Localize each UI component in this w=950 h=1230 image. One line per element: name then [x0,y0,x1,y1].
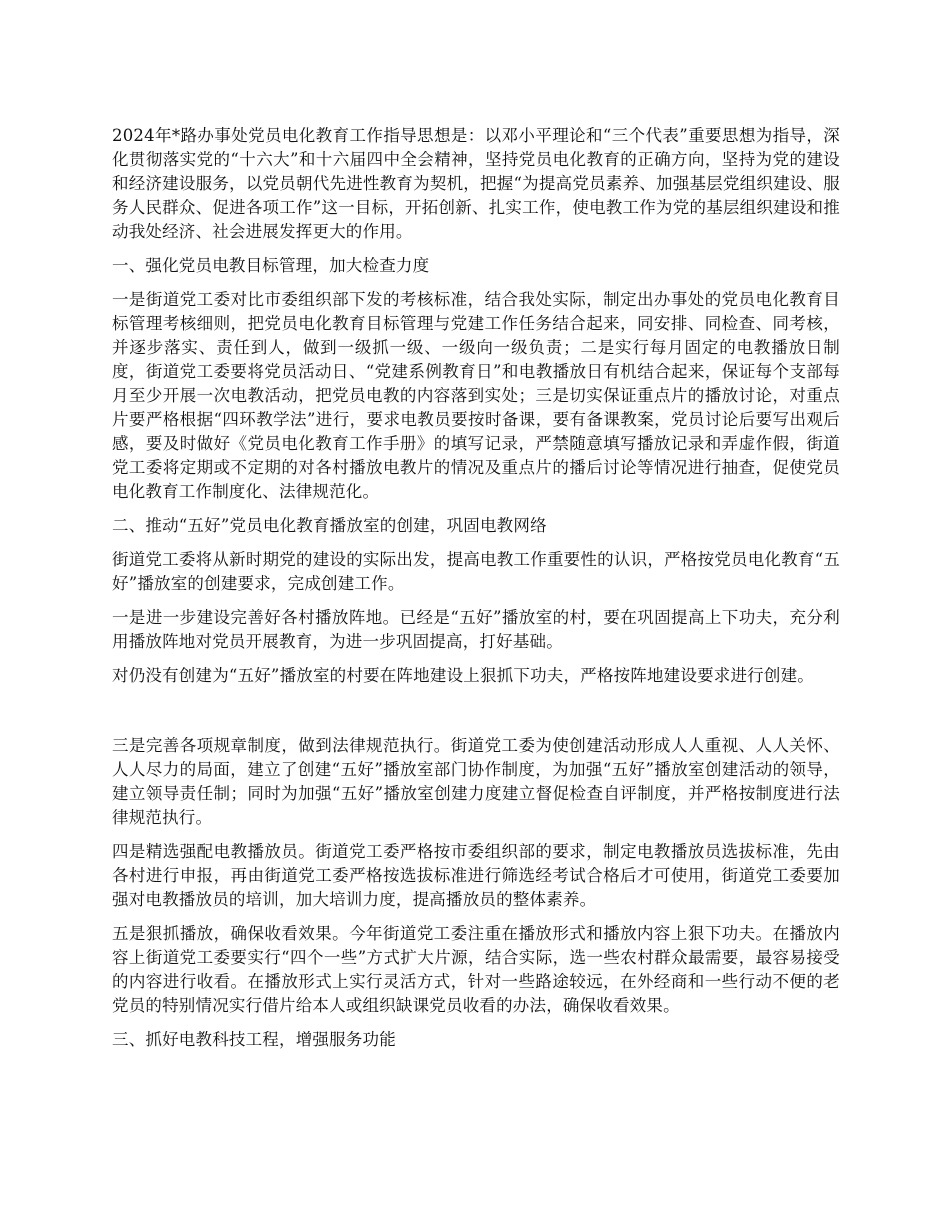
intro-paragraph: 2024年*路办事处党员电化教育工作指导思想是：以邓小平理论和“三个代表”重要思想为指导，深化贯彻落实党的“十六大”和十六届四中全会精神，坚持党员电化教育的正确方向，坚持为党的建设和经济建设服务，以党员朝代先进性教育为契机，把握“为提高党员素养、加强基层党组织建设、服务人民群众、促进各项工作”这一目标，开拓创新、扎实工作，使电教工作为党的基层组织建设和推动我处经济、社会进展发挥更大的作用。 [112,126,840,241]
section-heading-2: 二、推动“五好”党员电化教育播放室的创建，巩固电教网络 [112,516,547,535]
section-2-paragraph-3: 对仍没有创建为“五好”播放室的村要在阵地建设上狠抓下功夫，严格按阵地建设要求进行创建。 [112,666,814,685]
section-heading-1: 一、强化党员电教目标管理，加大检查力度 [112,256,430,275]
section-1-paragraph: 一是街道党工委对比市委组织部下发的考核标准，结合我处实际，制定出办事处的党员电化教育目标管理考核细则，把党员电化教育目标管理与党建工作任务结合起来，同安排、同检查、同考核，并逐步落实、责任到人，做到一级抓一级、一级向一级负责；二是实行每月固定的电教播放日制度，街道党工委要将党员活动日、“党建系例教育日”和电教播放日有机结合起来，保证每个支部每月至少开展一次电教活动，把党员电教的内容落到实处；三是切实保证重点片的播放讨论，对重点片要严格根据“四环教学法”进行，要求电教员要按时备课，要有备课教案，党员讨论后要写出观后感，要及时做好《党员电化教育工作手册》的填写记录，严禁随意填写播放记录和弄虚作假，街道党工委将定期或不定期的对各村播放电教片的情况及重点片的播后讨论等情况进行抽查，促使党员电化教育工作制度化、法律规范化。 [112,290,840,501]
section-2-paragraph-2: 一是进一步建设完善好各村播放阵地。已经是“五好”播放室的村，要在巩固提高上下功夫，充分利用播放阵地对党员开展教育，为进一步巩固提高，打好基础。 [112,608,840,651]
section-2-paragraph-5: 四是精选强配电教播放员。街道党工委严格按市委组织部的要求，制定电教播放员选拔标准，先由各村进行申报，再由街道党工委严格按选拔标准进行筛选经考试合格后才可使用，街道党工委要加强对电教播放员的培训，加大培训力度，提高播放员的整体素养。 [112,842,840,909]
section-2-paragraph-4: 三是完善各项规章制度，做到法律规范执行。街道党工委为使创建活动形成人人重视、人人关怀、人人尽力的局面，建立了创建“五好”播放室部门协作制度，为加强“五好”播放室创建活动的领导，建立领导责任制；同时为加强“五好”播放室创建力度建立督促检查自评制度，并严格按制度进行法律规范执行。 [112,736,840,827]
section-2-paragraph-1: 街道党工委将从新时期党的建设的实际出发，提高电教工作重要性的认识，严格按党员电化教育“五好”播放室的创建要求，完成创建工作。 [112,550,840,593]
section-2-paragraph-6: 五是狠抓播放，确保收看效果。今年街道党工委注重在播放形式和播放内容上狠下功夫。在播放内容上街道党工委要实行“四个一些”方式扩大片源，结合实际，选一些农村群众最需要，最容易接受的内容进行收看。在播放形式上实行灵活方式，针对一些路途较远，在外经商和一些行动不便的老党员的特别情况实行借片给本人或组织缺课党员收看的办法，确保收看效果。 [112,924,840,1015]
paragraph-gap [112,698,840,734]
document-body [112,124,840,1062]
section-heading-3: 三、抓好电教科技工程，增强服务功能 [112,1030,396,1049]
